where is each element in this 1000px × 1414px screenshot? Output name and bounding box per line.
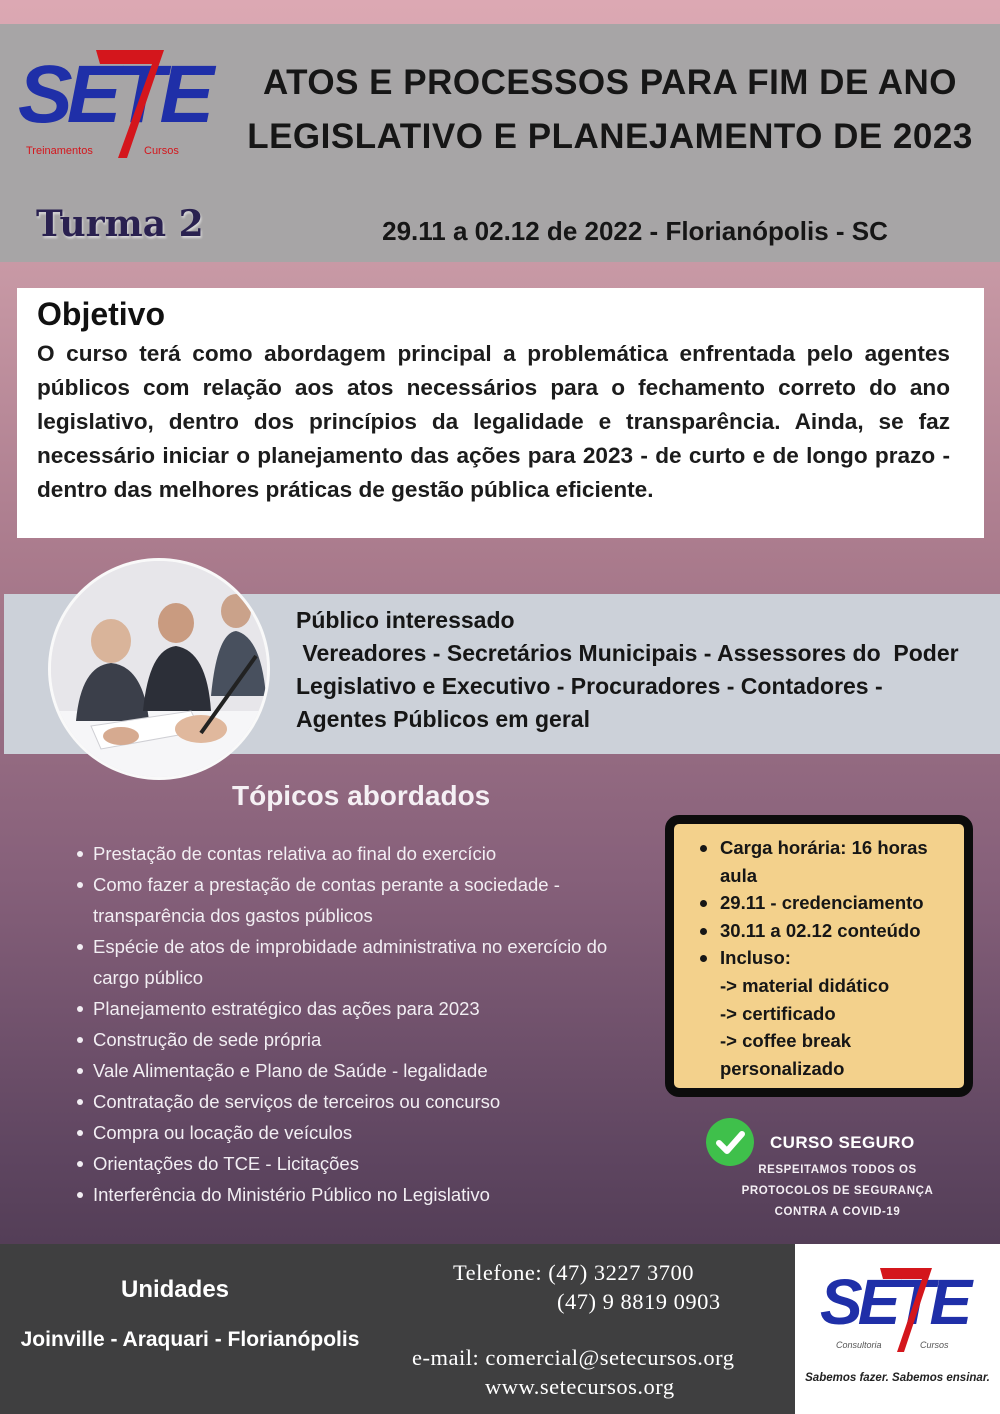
- safe-line-2: PROTOCOLOS DE SEGURANÇA: [741, 1185, 934, 1197]
- turma-label: Turma 2: [36, 203, 204, 245]
- included-label: Incluso:: [700, 944, 954, 972]
- topic-item: Orientações do TCE - Licitações: [76, 1148, 636, 1179]
- footer-logo-left-caption: Consultoria: [836, 1340, 882, 1350]
- title-line-1: ATOS E PROCESSOS PARA FIM DE ANO: [262, 63, 958, 102]
- topic-item: Planejamento estratégico das ações para 2023: [76, 993, 636, 1024]
- topic-item: Interferência do Ministério Público no Legislativo: [76, 1179, 636, 1210]
- check-icon: [706, 1118, 754, 1166]
- topic-item: Compra ou locação de veículos: [76, 1117, 636, 1148]
- sete-footer-logo: [818, 1262, 978, 1357]
- course-info-box: [665, 815, 973, 1097]
- objective-title: Objetivo: [37, 296, 166, 332]
- title-line-2: LEGISLATIVO E PLANEJAMENTO DE 2023: [247, 117, 973, 156]
- audience-section: [296, 604, 976, 736]
- audience-list: Vereadores - Secretários Municipais - Assessores do Poder Legislativo e Executivo - Procuradores - Contadores - Agentes Públicos em geral: [296, 640, 965, 732]
- included-certificate: -> certificado: [720, 1002, 836, 1024]
- topics-title: Tópicos abordados: [232, 780, 491, 811]
- topic-item: Prestação de contas relativa ao final do exercício: [76, 838, 636, 869]
- included-material: -> material didático: [720, 974, 890, 996]
- people-writing-illustration: [51, 561, 270, 780]
- phone-primary[interactable]: Telefone: (47) 3227 3700: [453, 1260, 694, 1285]
- content-dates-item: 30.11 a 02.12 conteúdo: [700, 917, 954, 945]
- units-title: Unidades: [120, 1276, 230, 1303]
- phone-secondary[interactable]: (47) 9 8819 0903: [557, 1289, 721, 1314]
- logo-right-caption: Cursos: [144, 145, 179, 157]
- topics-list: [76, 838, 636, 1210]
- topic-item: Vale Alimentação e Plano de Saúde - legalidade: [76, 1055, 636, 1086]
- sete-logo: [14, 40, 224, 165]
- slogan: Sabemos fazer. Sabemos ensinar.: [805, 1372, 990, 1384]
- units-list: Joinville - Araquari - Florianópolis: [20, 1328, 360, 1351]
- topic-item: Contratação de serviços de terceiros ou concurso: [76, 1086, 636, 1117]
- topic-item: Espécie de atos de improbidade administrativa no exercício do cargo público: [76, 931, 636, 993]
- objective-box: [17, 288, 984, 538]
- logo-left-caption: Treinamentos: [26, 145, 93, 157]
- accreditation-item: 29.11 - credenciamento: [700, 889, 954, 917]
- footer-logo-text: SETE: [820, 1266, 968, 1338]
- topic-item: Como fazer a prestação de contas perante a sociedade - transparência dos gastos públicos: [76, 869, 636, 931]
- email-link[interactable]: e-mail: comercial@setecursos.org: [412, 1345, 735, 1370]
- footer-logo-right-caption: Cursos: [920, 1340, 949, 1350]
- included-coffee-break: -> coffee break personalizado: [720, 1030, 852, 1079]
- page-title: [240, 56, 980, 164]
- website-link[interactable]: www.setecursos.org: [485, 1374, 675, 1399]
- safe-course-title: CURSO SEGURO: [770, 1133, 915, 1152]
- course-dates: 29.11 a 02.12 de 2022 - Florianópolis - SC: [382, 216, 888, 246]
- logo-text: SETE: [18, 49, 209, 140]
- workload-item: Carga horária: 16 horas aula: [700, 834, 954, 889]
- meeting-photo: [48, 558, 270, 780]
- audience-title: Público interessado: [296, 607, 515, 633]
- safe-line-1: RESPEITAMOS TODOS OS: [758, 1164, 917, 1176]
- topic-item: Construção de sede própria: [76, 1024, 636, 1055]
- safe-line-3: CONTRA A COVID-19: [774, 1206, 901, 1218]
- safe-course-text: [740, 1160, 935, 1223]
- objective-text: O curso terá como abordagem principal a problemática enfrentada pelo agentes públicos com relação aos atos necessários para o fechamento correto do ano legislativo, dentro dos princípios da legalidade e transparência. Ainda, se faz necessário iniciar o planejamento das ações para 2023 - de curto e de longo prazo - dentro das melhores práticas de gestão pública eficiente.: [37, 341, 950, 502]
